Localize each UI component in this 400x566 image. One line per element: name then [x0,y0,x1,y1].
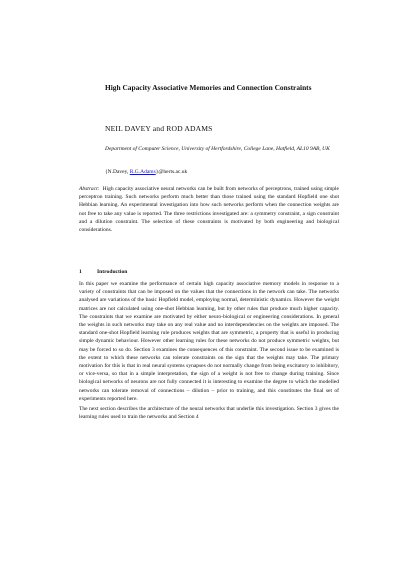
section-heading-introduction [79,269,127,275]
introduction-body [79,280,339,423]
abstract-text: High capacity associative neural networks can be built from networks of perceptrons, trained using simple perceptron training. Such networks perform much better than those trained using the standard Hopfield one shot Hebbian learning. An experimental investigation into how such networks perform when the connection weights are not free to take any value is reported. The three restrictions investigated are: a symmetry constraint, a sign constraint and a dilution constraint. The selection of these constraints is motivated by both engineering and biological considerations. [79,186,339,234]
body-paragraph: The next section describes the architecture of the neural networks that underlie this investigation. Section 3 gives the learning rules used to train the networks and Section 4 [79,406,339,421]
abstract-label: Abstract: [79,186,100,192]
abstract [79,185,339,234]
paper-title: High Capacity Associative Memories and Connection Constraints [105,83,312,92]
body-paragraph: In this paper we examine the performance of certain high capacity associative memory models in response to a variety of constraints that can be imposed on the values that the connections in the network can take. The networks analysed are variations of the basic Hopfield model, employing normal, deterministic dynamics. However the weight matrices are not calculated using one-shot Hebbian learning, but by other rules that produce much higher capacity. The constraints that we examine are motivated by either neuro-biological or engineering considerations. In general the weights in such networks may take on any real value and no interdependencies on the weights are imposed. The standard one-shot Hopfield learning rule produces weights that are symmetric, a property that is useful in producing simple dynamic behaviour. However other learning rules for these networks do not produce symmetric weights, but may be forced to so do. Section 3 examines the consequences of this constraint. The second issue to be examined is the extent to which these networks can tolerate constraints on the sign that the weights may take. The primary motivation for this is that in real neural systems synapses do not normally change from being excitatory to inhibitory, or vice-versa, so that in a simple interpretation, the sign of a weight is not free to change during training. Since biological networks of neurons are not fully connected it is interesting to examine the degree to which the modelled networks can tolerate removal of connections – dilution – prior to training, and this constitutes the final set of experiments reported here. [79,281,339,402]
section-number: 1 [79,269,82,275]
email-link[interactable]: R.G.Adams [129,169,156,175]
email-suffix: }@herts.ac.uk [155,169,188,175]
author-emails [105,169,187,176]
email-prefix: {N.Davey, [105,169,130,175]
section-title: Introduction [97,269,128,275]
author-affiliation: Department of Computer Science, University of Hertfordshire, College Lane, Hatfield, AL10 9AB, UK [105,146,330,152]
paper-authors: NEIL DAVEY and ROD ADAMS [105,124,213,133]
